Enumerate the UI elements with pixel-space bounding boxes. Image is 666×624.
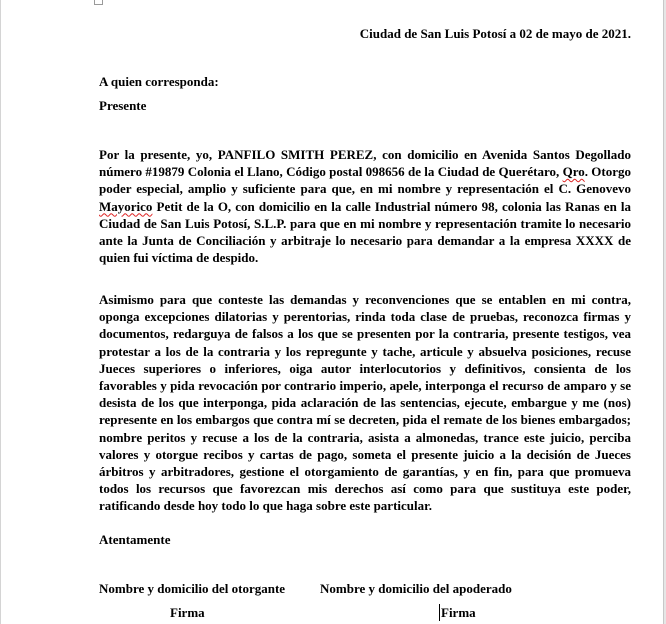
paragraph-powers-list: Asimismo para que conteste las demandas y reconvenciones que se entablen en mi contra, oponga excepciones dilatorias y perentorias, rinda toda clase de pruebas, reconozca firmas y documentos, redarguya de falsos a los que se presenten por la contraria, presente testigos, vea protestar a los de la contraria y los repregunte y tache, articule y absuelva posiciones, recuse Jueces superiores o inferiores, oiga autor interlocutorios y definitivos, consienta de los favorables y pida revocación por contrario imperio, apele, interponga el recurso de amparo y se desista de los que interponga, pida aclaración de las sentencias, ejecute, embargue y me (nos) represente en los embargos que contra mí se decreten, pida el remate de los bienes embargados; nombre peritos y recuse a los de la contraria, asista a almonedas, trance este juicio, perciba valores y otorgue recibos y cartas de pago, someta el presente juicio a la decisión de Jueces árbitros y arbitradores, gestione el otorgamiento de garantías, y en fin, para que promueva todos los recursos que favorezcan mis derechos así como para que sustituya este poder, ratificando desde hoy todo lo que haga sobre este particular. — [99, 292, 631, 514]
signature-label-otorgante: Nombre y domicilio del otorgante — [99, 581, 286, 596]
paragraph1-text-c: Petit de la O, con domicilio en la calle Industrial número 98, colonia las Ranas en la Ciudad de San Luis Potosí, S.L.P. para que en mi nombre y representación tramite lo necesario ante la Junta de Conciliación y arbitraje lo necesario para demandar a la empresa XXXX de quien fui víctima de despido. — [99, 198, 631, 266]
date-line: Ciudad de San Luis Potosí a 02 de mayo de 2021. — [359, 26, 631, 41]
greeting: A quien corresponda: — [99, 74, 219, 89]
margin-crop-mark — [94, 0, 103, 5]
paragraph1-text-a: Por la presente, yo, PANFILO SMITH PEREZ, con domicilio en Avenida Santos Degollado número #19879 Colonia el Llano, Código postal 098656 de la Ciudad de Querétaro, — [99, 147, 631, 180]
spellcheck-word-mayorico[interactable]: Mayorico — [99, 198, 153, 214]
paragraph1-text-b: . Otorgo poder especial, amplio y suficiente para que, en mi nombre y representación el C. Genovevo — [99, 164, 631, 197]
closing-atentamente: Atentamente — [99, 532, 171, 547]
text-cursor — [439, 604, 440, 621]
spellcheck-word-qro[interactable]: Qro — [562, 164, 585, 180]
firma-apoderado: Firma — [441, 605, 476, 620]
presente-line: Presente — [99, 98, 147, 113]
firma-otorgante: Firma — [170, 605, 205, 620]
paragraph-grant-of-power — [99, 146, 631, 266]
signature-label-apoderado: Nombre y domicilio del apoderado — [320, 581, 512, 596]
